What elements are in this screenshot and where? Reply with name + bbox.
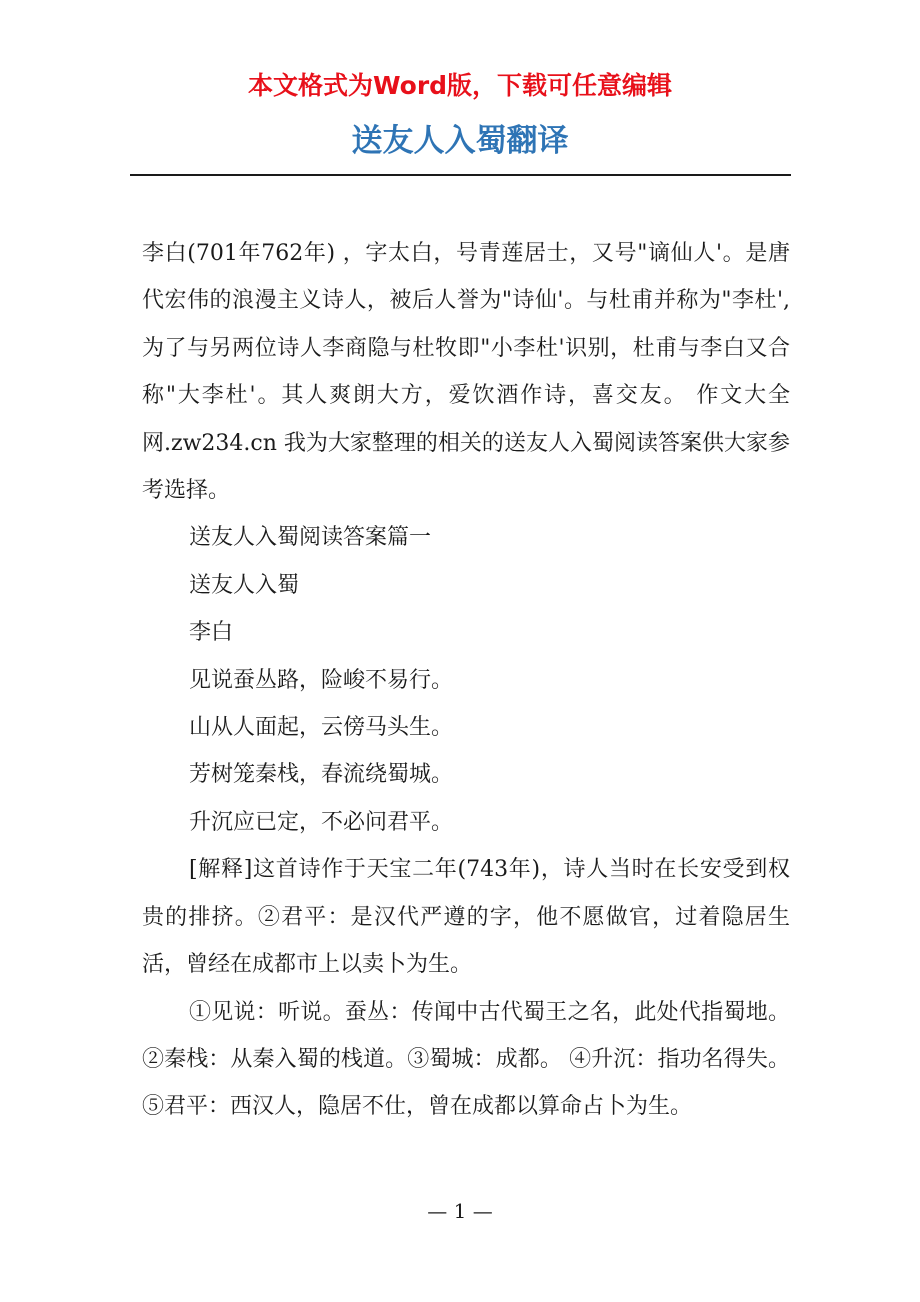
intro-paragraph: 李白(701年762年) ，字太白，号青莲居士，又号"谪仙人'。是唐代宏伟的浪漫主义诗人，被后人誉为"诗仙'。与杜甫并称为"李杜',为了与另两位诗人李商隐与杜牧即"小李杜'识别，杜甫与李白又合称"大李杜'。其人爽朗大方，爱饮酒作诗，喜交友。 作文大全网.zw234.cn 我为大家整理的相关的送友人入蜀阅读答案供大家参考选择。 [142, 241, 790, 504]
notes-paragraph: ①见说：听说。蚕丛：传闻中古代蜀王之名，此处代指蜀地。 ②秦栈：从秦入蜀的栈道。③蜀城：成都。 ④升沉：指功名得失。⑤君平：西汉人，隐居不仕，曾在成都以算命占卜为生。 [142, 999, 790, 1120]
poem-title: 送友人入蜀 [189, 572, 300, 598]
download-banner: 本文格式为Word版，下载可任意编辑 [247, 71, 673, 100]
document-title: 送友人入蜀翻译 [351, 123, 569, 159]
title-divider [130, 174, 791, 176]
poem-line: 见说蚕丛路，险峻不易行。 [189, 667, 454, 693]
document-body [142, 230, 790, 1131]
page-number: — 1 — [427, 1199, 493, 1223]
poem-author: 李白 [189, 620, 234, 646]
section-heading: 送友人入蜀阅读答案篇一 [189, 525, 432, 551]
poem-line: 升沉应已定，不必问君平。 [189, 809, 454, 835]
poem-line: 山从人面起，云傍马头生。 [189, 715, 454, 741]
poem-line: 芳树笼秦栈，春流绕蜀城。 [189, 762, 454, 788]
explanation-paragraph: [解释]这首诗作于天宝二年(743年)，诗人当时在长安受到权贵的排挤。②君平：是汉代严遵的字，他不愿做官，过着隐居生活，曾经在成都市上以卖卜为生。 [142, 857, 790, 978]
